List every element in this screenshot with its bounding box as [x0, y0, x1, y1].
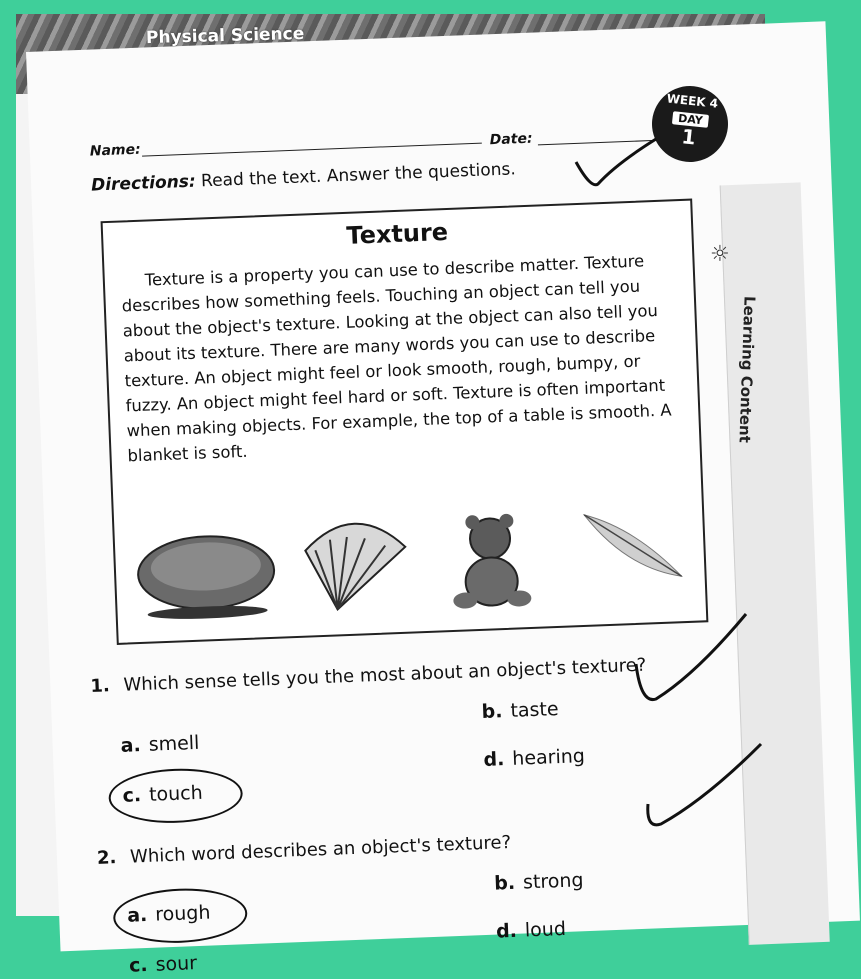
worksheet-page: [26, 21, 860, 977]
q2-option-a[interactable]: a. rough: [126, 901, 211, 927]
q1-option-b[interactable]: b. taste: [481, 698, 560, 723]
directions-text: Read the text. Answer the questions.: [200, 159, 517, 192]
name-line[interactable]: [142, 143, 482, 157]
passage-text: Texture is a property you can use to describe matter. Texture describes how something feels. Touching an object can tell you about the object's texture. Looking at the object can also tell you about its texture. There are many words you can use to describe texture. An object might feel or look smooth, rough, bumpy, or fuzzy. An object might feel hard or soft. Texture is often important when making objects. For example, the top of a table is smooth. A blanket is soft.: [121, 251, 672, 466]
q2-option-d[interactable]: d. loud: [495, 917, 567, 943]
directions-label: Directions:: [90, 171, 197, 196]
q2-option-b[interactable]: b. strong: [493, 869, 584, 895]
passage-box: [101, 199, 709, 645]
passage-title: Texture: [345, 217, 449, 250]
texture-pictures: [134, 496, 688, 627]
answer-circle-q2: [112, 886, 248, 945]
question-1-number: 1.: [90, 675, 111, 697]
lightbulb-icon: ☼: [710, 242, 730, 267]
question-1: [90, 655, 647, 697]
section-title: Physical Science: [145, 23, 305, 49]
page-content: [89, 112, 699, 977]
q1-option-c[interactable]: c. touch: [122, 781, 204, 807]
worksheet-photo: [16, 14, 765, 977]
feather-image: [584, 511, 681, 580]
sidebar-strip: [720, 182, 830, 945]
date-line[interactable]: [538, 140, 658, 146]
q1-option-a[interactable]: a. smell: [120, 731, 200, 757]
question-2-number: 2.: [96, 847, 117, 869]
learning-content-label: Learning Content: [735, 295, 759, 444]
q1-option-d[interactable]: d. hearing: [483, 745, 586, 771]
question-2-text: Which word describes an object's texture?: [129, 831, 512, 868]
week-label: WEEK 4: [666, 91, 719, 111]
day-number: 1: [680, 124, 697, 150]
shell-image: [304, 522, 407, 611]
date-label: Date:: [489, 130, 533, 149]
q2-option-c[interactable]: c. sour: [128, 952, 198, 977]
day-label: DAY: [672, 111, 710, 128]
answer-circle-q1: [108, 766, 244, 825]
name-label: Name:: [89, 141, 142, 160]
rock-image: [137, 534, 276, 621]
directions: [91, 159, 516, 195]
question-1-text: Which sense tells you the most about an object's texture?: [123, 654, 647, 696]
teddy-bear-image: [450, 513, 532, 609]
question-2: [97, 832, 512, 869]
